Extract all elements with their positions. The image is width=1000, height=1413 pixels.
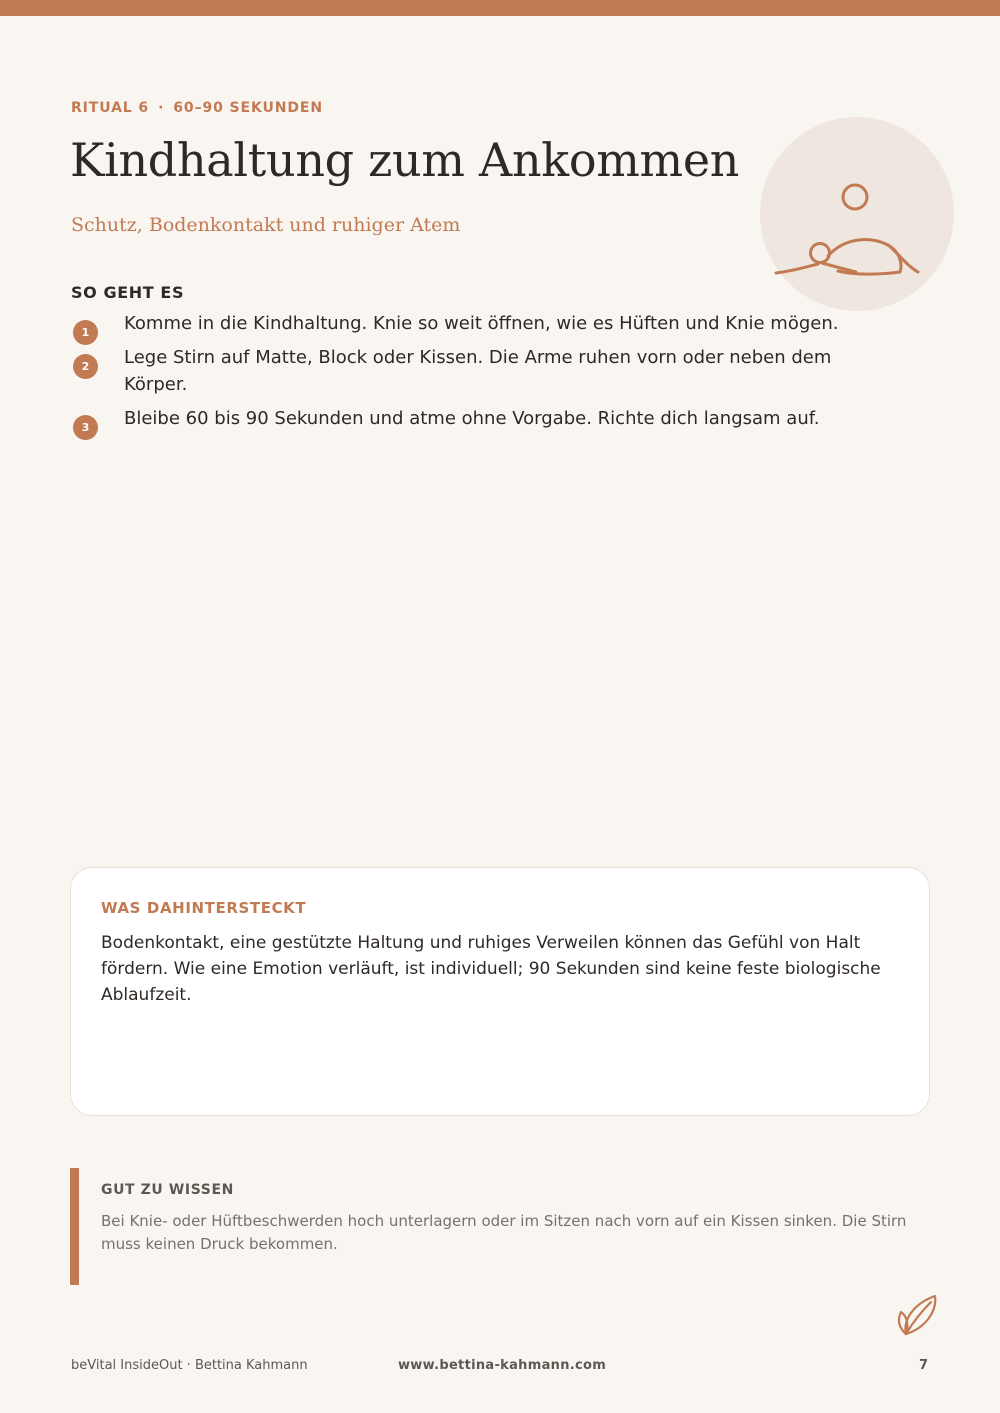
background-info-text: Bodenkontakt, eine gestützte Haltung und ruhiges Verweilen können das Gefühl von Halt fördern. Wie eine Emotion verläuft, ist individuell; 90 Sekunden sind keine feste biologische Ablaufzeit.: [101, 933, 881, 1005]
top-accent-bar: [0, 0, 1000, 16]
background-info-heading: WAS DAHINTERSTECKT: [101, 899, 307, 917]
page-number: 7: [919, 1358, 929, 1373]
ritual-duration: 60–90 SEKUNDEN: [173, 100, 323, 116]
note-heading: GUT ZU WISSEN: [101, 1182, 234, 1198]
ritual-eyebrow: [71, 100, 323, 116]
child-pose-icon: [758, 115, 956, 313]
background-info-card: [70, 867, 930, 1116]
step-text: Bleibe 60 bis 90 Sekunden und atme ohne Vorgabe. Richte dich langsam auf.: [124, 408, 820, 429]
ritual-label: RITUAL 6: [71, 100, 150, 116]
step-item: [71, 405, 891, 432]
step-item: [71, 344, 891, 398]
footer-brand: beVital InsideOut · Bettina Kahmann: [71, 1358, 308, 1373]
page-title: Kindhaltung zum Ankommen: [70, 133, 740, 187]
step-list: [71, 310, 891, 439]
footer-website-link[interactable]: www.bettina-kahmann.com: [398, 1358, 607, 1373]
eyebrow-separator: ·: [158, 100, 165, 116]
leaf-icon: [893, 1292, 939, 1338]
note-text: Bei Knie- oder Hüftbeschwerden hoch unterlagern oder im Sitzen nach vorn auf ein Kissen sinken. Die Stirn muss keinen Druck bekommen.: [101, 1212, 907, 1253]
step-item: [71, 310, 891, 337]
how-to-heading: SO GEHT ES: [71, 283, 185, 302]
step-text: Lege Stirn auf Matte, Block oder Kissen. Die Arme ruhen vorn oder neben dem Körper.: [124, 347, 832, 395]
step-text: Komme in die Kindhaltung. Knie so weit öffnen, wie es Hüften und Knie mögen.: [124, 313, 839, 334]
step-number-badge: 2: [73, 354, 98, 379]
step-number-badge: 3: [73, 415, 98, 440]
page-subtitle: Schutz, Bodenkontakt und ruhiger Atem: [71, 214, 461, 236]
step-number-badge: 1: [73, 320, 98, 345]
note-accent-bar: [70, 1168, 79, 1285]
